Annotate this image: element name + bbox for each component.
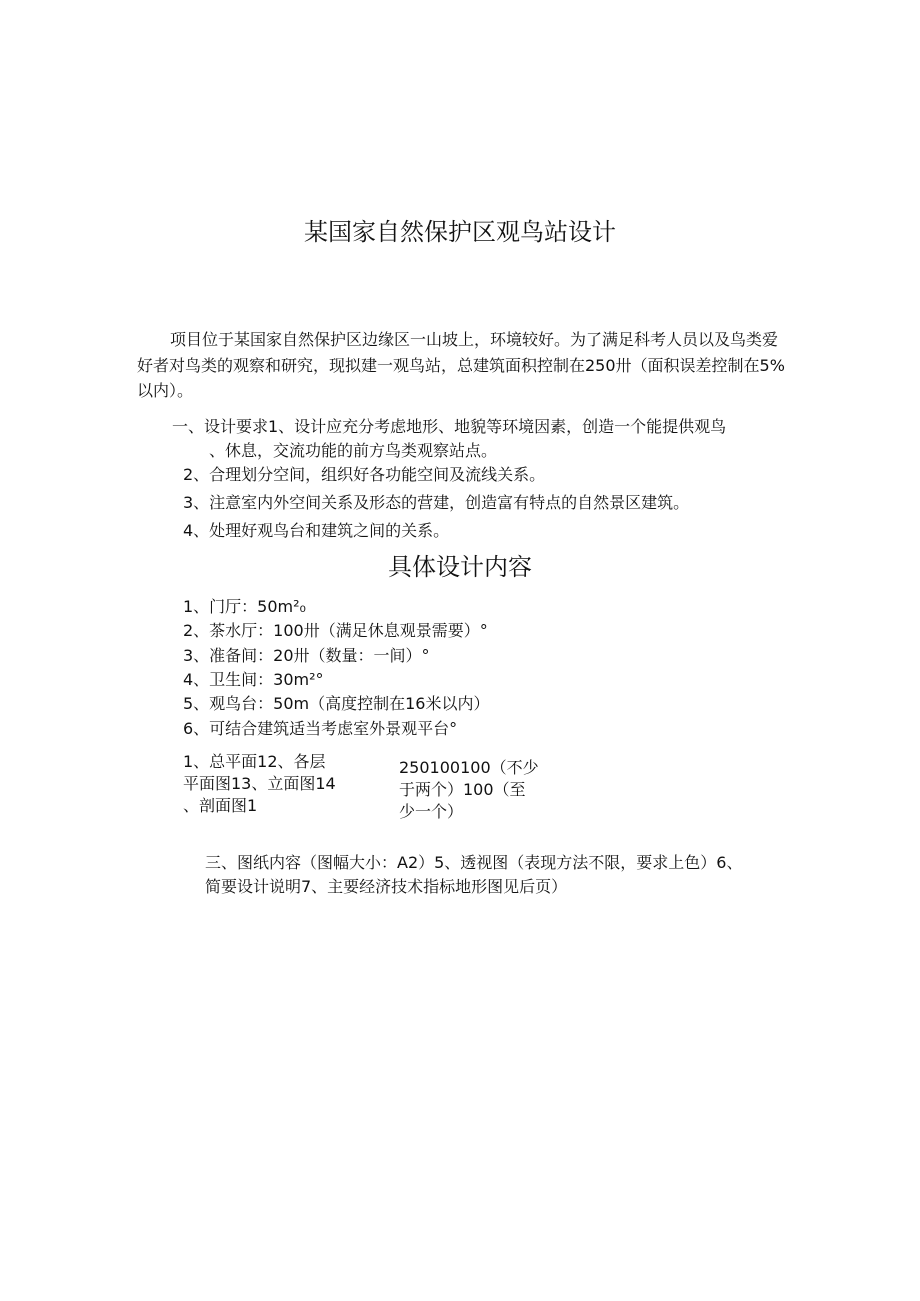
drawings-left-line: 平面图13、立面图14: [183, 774, 336, 793]
drawings-right-line: 于两个）100（至: [399, 780, 526, 799]
content-item: 2、茶水厅：100卅（满足休息观景需要）°: [183, 621, 488, 640]
requirement-2: 2、合理划分空间，组织好各功能空间及流线关系。: [183, 465, 546, 484]
content-item: 3、准备间：20卅（数量：一间）°: [183, 646, 430, 665]
drawings-left-line: 1、总平面12、各层: [183, 752, 326, 771]
content-item: 1、门厅：50m²₀: [183, 597, 306, 616]
requirement-3: 3、注意室内外空间关系及形态的营建，创造富有特点的自然景区建筑。: [183, 493, 690, 512]
drawings-left-line: 、剖面图1: [183, 796, 258, 815]
requirement-4: 4、处理好观鸟台和建筑之间的关系。: [183, 521, 450, 540]
drawings-section: [205, 851, 795, 899]
drawings-left-column: [183, 751, 363, 817]
requirement-1-line-1: 一、设计要求1、设计应充分考虑地形、地貌等环境因素，创造一个能提供观鸟: [172, 417, 727, 436]
drawings-right-column: [399, 757, 559, 823]
drawings-section-line: 简要设计说明7、主要经济技术指标地形图见后页）: [205, 877, 568, 896]
drawings-right-line: 250100100（不少: [399, 758, 539, 777]
drawings-right-line: 少一个）: [399, 802, 464, 821]
document-title: 某国家自然保护区观鸟站设计: [304, 218, 616, 246]
drawings-section-line: 三、图纸内容（图幅大小：A2）5、透视图（表现方法不限，要求上色）6、: [205, 853, 743, 872]
content-item: 6、可结合建筑适当考虑室外景观平台°: [183, 719, 458, 738]
intro-paragraph: 项目位于某国家自然保护区边缘区一山坡上，环境较好。为了满足科考人员以及鸟类爱好者对鸟类的观察和研究，现拟建一观鸟站，总建筑面积控制在250卅（面积误差控制在5%以内）。: [137, 330, 785, 400]
requirement-1-line-2: 、休息，交流功能的前方鸟类观察站点。: [209, 441, 498, 460]
content-item: 4、卫生间：30m²°: [183, 670, 324, 689]
section-subtitle: 具体设计内容: [388, 553, 532, 581]
content-item: 5、观鸟台：50m（高度控制在16米以内）: [183, 694, 490, 713]
